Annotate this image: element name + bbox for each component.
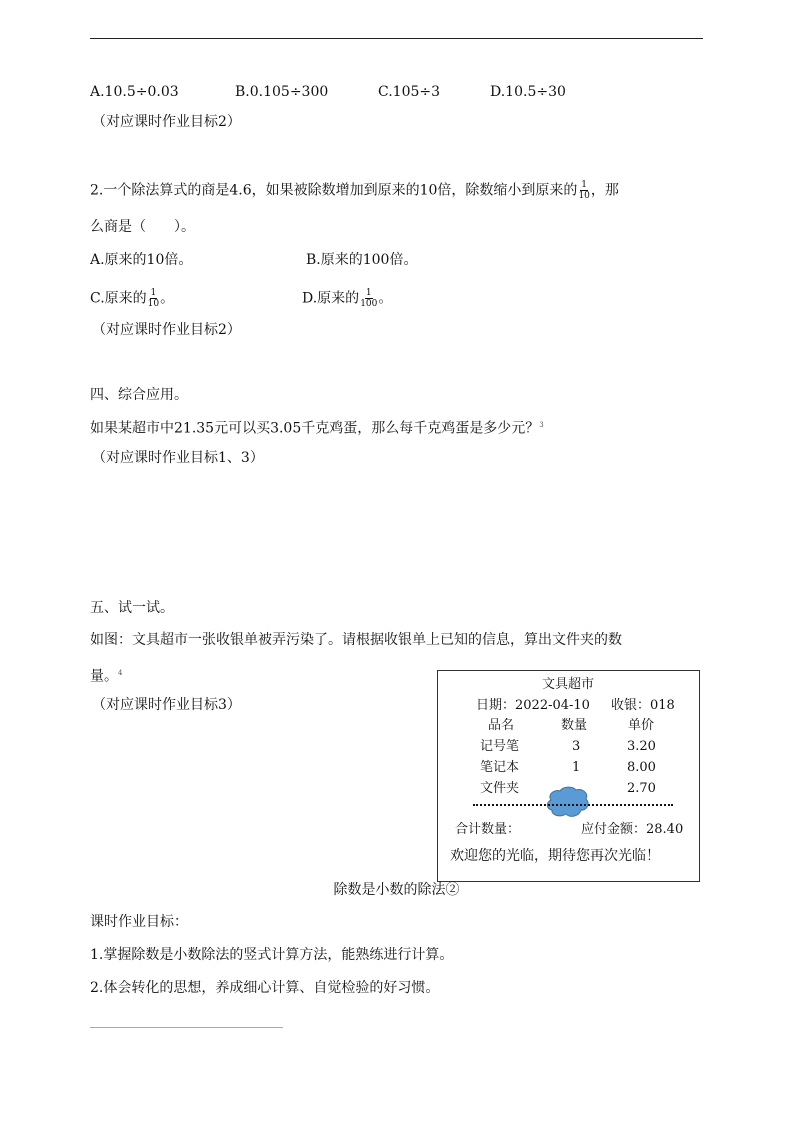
fraction xyxy=(578,180,589,201)
header-rule xyxy=(90,38,703,39)
q2-option-c xyxy=(90,288,174,309)
q2-option-b: B.原来的100倍。 xyxy=(306,252,418,268)
fraction-den: 10 xyxy=(578,191,590,201)
fraction xyxy=(360,288,377,309)
receipt-date: 日期：2022-04-10 xyxy=(476,698,590,713)
section-5-line1: 如图：文具超市一张收银单被弄污染了。请根据收银单上已知的信息，算出文件夹的数 xyxy=(90,632,622,648)
goal-2: 2.体会转化的思想，养成细心计算、自觉检验的好习惯。 xyxy=(90,980,440,996)
question-text: 如果某超市中21.35元可以买3.05千克鸡蛋，那么每千克鸡蛋是多少元？ xyxy=(90,420,540,437)
q2-text-b: ，那 xyxy=(590,182,619,199)
ink-stain-cloud-icon xyxy=(545,786,591,818)
receipt-thanks: 欢迎您的光临，期待您再次光临！ xyxy=(450,848,660,864)
q2-option-a: A.原来的10倍。 xyxy=(90,252,193,268)
q1-option-a: A.10.5÷0.03 xyxy=(90,84,179,100)
fraction-num: 1 xyxy=(365,288,372,298)
receipt-figure xyxy=(437,670,700,882)
receipt-row-name: 文件夹 xyxy=(480,781,520,796)
receipt-row-name: 笔记本 xyxy=(480,760,520,775)
footnote-ref[interactable]: 3 xyxy=(539,421,544,429)
opt-d-text: D.原来的 xyxy=(302,290,360,307)
goals-label: 课时作业目标： xyxy=(90,914,188,930)
receipt-row-price: 2.70 xyxy=(627,781,656,796)
opt-c-end: 。 xyxy=(160,290,175,307)
question-text: 量。 xyxy=(90,668,118,685)
opt-d-end: 。 xyxy=(378,290,393,307)
q1-target: （对应课时作业目标2） xyxy=(92,114,241,130)
receipt-header-price: 单价 xyxy=(628,718,655,733)
opt-c-text: C.原来的 xyxy=(90,290,147,307)
fraction xyxy=(148,288,159,309)
receipt-row-price: 3.20 xyxy=(627,739,656,754)
section-4-question xyxy=(90,416,544,438)
q1-option-d: D.10.5÷30 xyxy=(490,84,566,100)
q2-option-d xyxy=(302,288,392,309)
section-4-target: （对应课时作业目标1、3） xyxy=(92,450,264,466)
receipt-divider xyxy=(473,804,673,806)
q1-option-b: B.0.105÷300 xyxy=(235,84,329,100)
section-4-heading: 四、综合应用。 xyxy=(90,387,188,403)
q2-text-a: 2.一个除法算式的商是4.6，如果被除数增加到原来的10倍，除数缩小到原来的 xyxy=(90,182,578,199)
receipt-row-name: 记号笔 xyxy=(480,739,520,754)
goal-1: 1.掌握除数是小数除法的竖式计算方法，能熟练进行计算。 xyxy=(90,947,454,963)
q2-text xyxy=(90,180,619,201)
q2-target: （对应课时作业目标2） xyxy=(92,322,241,338)
q1-option-c: C.105÷3 xyxy=(378,84,441,100)
fraction-num: 1 xyxy=(581,180,588,190)
receipt-row-price: 8.00 xyxy=(627,760,656,775)
q2-text-cont: 么商是（ ）。 xyxy=(90,219,195,235)
footnote-ref[interactable]: 4 xyxy=(118,669,123,677)
receipt-header-qty: 数量 xyxy=(561,718,588,733)
section-5-line2 xyxy=(90,664,122,686)
receipt-cashier: 收银：018 xyxy=(611,698,675,713)
receipt-header-name: 品名 xyxy=(488,718,515,733)
receipt-row-qty: 1 xyxy=(572,760,581,775)
lesson-title: 除数是小数的除法② xyxy=(333,882,460,898)
receipt-title: 文具超市 xyxy=(542,677,595,692)
section-5-heading: 五、试一试。 xyxy=(90,600,174,616)
section-5-target: （对应课时作业目标3） xyxy=(92,697,241,713)
receipt-row-qty: 3 xyxy=(572,739,581,754)
fraction-den: 100 xyxy=(360,299,378,309)
receipt-total-qty: 合计数量： xyxy=(455,822,521,837)
fraction-den: 10 xyxy=(147,299,160,309)
footnote-separator xyxy=(90,1027,283,1028)
receipt-amount: 应付金额：28.40 xyxy=(581,822,684,837)
fraction-num: 1 xyxy=(150,288,157,298)
